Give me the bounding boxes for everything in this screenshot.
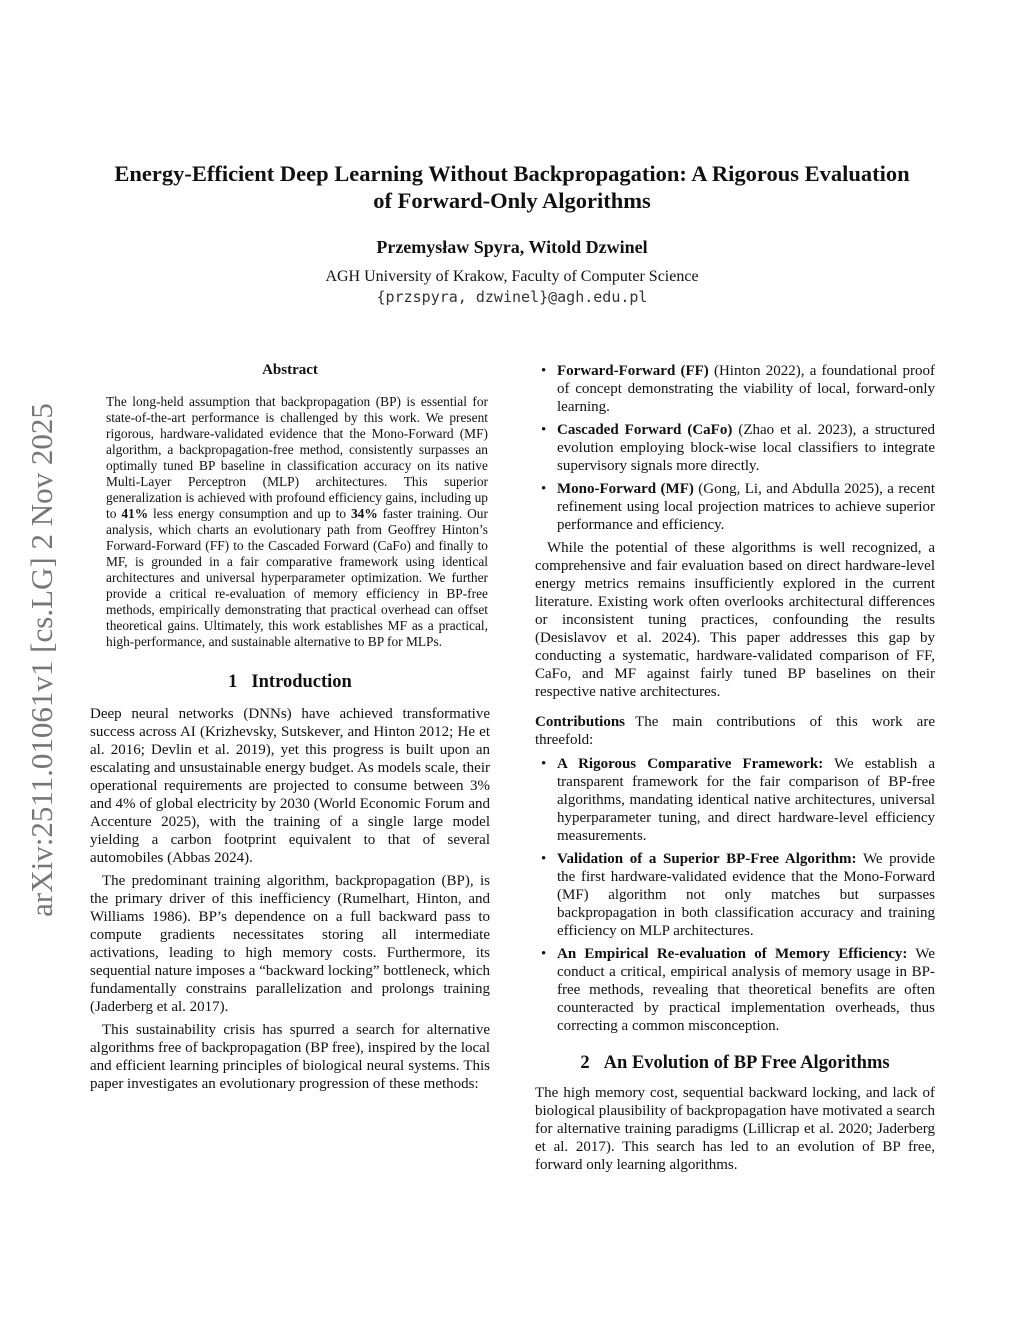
- list-item: • Cascaded Forward (CaFo) (Zhao et al. 2023), a structured evolution employing block-wise local classifiers to integrate supervisory signals more directly.: [541, 422, 935, 474]
- abstract-bold-34: 34%: [350, 506, 378, 521]
- email: {przspyra, dzwinel}@agh.edu.pl: [376, 288, 648, 306]
- left-column: [90, 362, 490, 1093]
- paper-title: [60, 160, 964, 214]
- abstract-text: The long-held assumption that backpropagation (BP) is essential for state-of-the-art performance is challenged by this work. We present rigorous, hardware-validated evidence that the Mono-Forward (MF) algorithm, a backpropagation-free method, consistently surpasses an optimally tuned BP baseline in classification accuracy on its native Multi-Layer Perceptron (MLP) architectures. This superior generalization is achieved with profound efficiency gains, including up to 41% less energy consumption and up to 34% faster training. Our analysis, which charts an evolutionary path from Geoffrey Hinton’s Forward-Forward (FF) to the Cascaded Forward (CaFo) and finally to MF, is grounded in a fair comparative framework using identical architectures and universal hyperparameter optimization. We further provide a critical re-evaluation of memory efficiency in BP-free methods, empirically demonstrating that practical overhead can offset theoretical gains. Ultimately, this work establishes MF as a practical, high-performance, and sustainable alternative to BP for MLPs.: [106, 394, 488, 649]
- section-heading-introduction: 1 Introduction: [228, 672, 352, 692]
- section2-paragraph-1: The high memory cost, sequential backward locking, and lack of biological plausibility of backpropagation have motivated a search for alternative training paradigms (Lillicrap et al. 2020; Jaderberg et al. 2017). This search has led to an evolution of BP free, forward only learning algorithms.: [535, 1085, 935, 1173]
- intro-paragraph-2: The predominant training algorithm, backpropagation (BP), is the primary driver of this inefficiency (Rumelhart, Hinton, and Williams 1986). BP’s dependence on a full backward pass to compute gradients necessitates storing all intermediate activations, leading to high memory costs. Furthermore, its sequential nature imposes a “backward locking” bottleneck, which fundamentally constrains parallelization and prolongs training (Jaderberg et al. 2017).: [90, 873, 490, 1015]
- list-item: • A Rigorous Comparative Framework: We establish a transparent framework for the fair comparison of BP-free algorithms, mandating identical native architectures, universal hyperparameter tuning, and direct hardware-level efficiency measurements.: [541, 756, 935, 844]
- list-item: • Validation of a Superior BP-Free Algorithm: We provide the first hardware-validated evidence that the Mono-Forward (MF) algorithm not only matches but surpasses backpropagation in both classification accuracy and training efficiency on MLP architectures.: [541, 851, 936, 939]
- list-item: • An Empirical Re-evaluation of Memory Efficiency: We conduct a critical, empirical analysis of memory usage in BP-free methods, revealing that theoretical benefits are often counteracted by practical implementation overheads, thus correcting a common misconception.: [541, 946, 935, 1034]
- title-line-1: Energy-Efficient Deep Learning Without Backpropagation: A Rigorous Evaluation: [114, 161, 910, 186]
- right-column: [535, 362, 935, 1174]
- authors: Przemysław Spyra, Witold Dzwinel: [376, 237, 648, 257]
- intro-paragraph-1: Deep neural networks (DNNs) have achieved transformative success across AI (Krizhevsky, Sutskever, and Hinton 2012; He et al. 2016; Devlin et al. 2019), yet this progress is built upon an escalating and unsustainable energy budget. As models scale, their operational requirements are projected to consume between 3% and 4% of global electricity by 2030 (World Economic Forum and Accenture 2025), with the training of a single large model yielding a carbon footprint equivalent to that of several automobiles (Abbas 2024).: [90, 706, 490, 866]
- list-item: • Forward-Forward (FF) (Hinton 2022), a foundational proof of concept demonstrating the viability of local, forward-only learning.: [541, 363, 936, 415]
- contributions-label: Contributions: [535, 714, 626, 730]
- abstract-bold-41: 41%: [121, 506, 149, 521]
- methods-list: [535, 362, 935, 534]
- title-line-2: of Forward-Only Algorithms: [373, 188, 651, 213]
- abstract-heading: Abstract: [262, 362, 318, 378]
- section-heading-2: 2 An Evolution of BP Free Algorithms: [580, 1053, 890, 1073]
- intro-paragraph-3: This sustainability crisis has spurred a search for alternative algorithms free of backpropagation (BP free), inspired by the local and efficient learning principles of biological neural systems. This paper investigates an evolutionary progression of these methods:: [90, 1022, 490, 1092]
- arxiv-stamp: arXiv:2511.01061v1 [cs.LG] 2 Nov 2025: [24, 403, 59, 917]
- affiliation: AGH University of Krakow, Faculty of Computer Science: [325, 268, 699, 285]
- contributions-list: [535, 755, 935, 1035]
- list-item: • Mono-Forward (MF) (Gong, Li, and Abdulla 2025), a recent refinement using local projection matrices to achieve superior performance and efficiency.: [541, 481, 935, 533]
- contributions-paragraph: Contributions The main contributions of this work are threefold:: [535, 714, 935, 748]
- right-paragraph-1: While the potential of these algorithms is well recognized, a comprehensive and fair evaluation based on direct hardware-level energy metrics remains insufficiently explored in the current literature. Existing work often overlooks architectural differences or inconsistent tuning practices, confounding the results (Desislavov et al. 2024). This paper addresses this gap by conducting a systematic, hardware-validated comparison of FF, CaFo, and MF against fairly tuned BP baselines on their respective native architectures.: [535, 540, 935, 700]
